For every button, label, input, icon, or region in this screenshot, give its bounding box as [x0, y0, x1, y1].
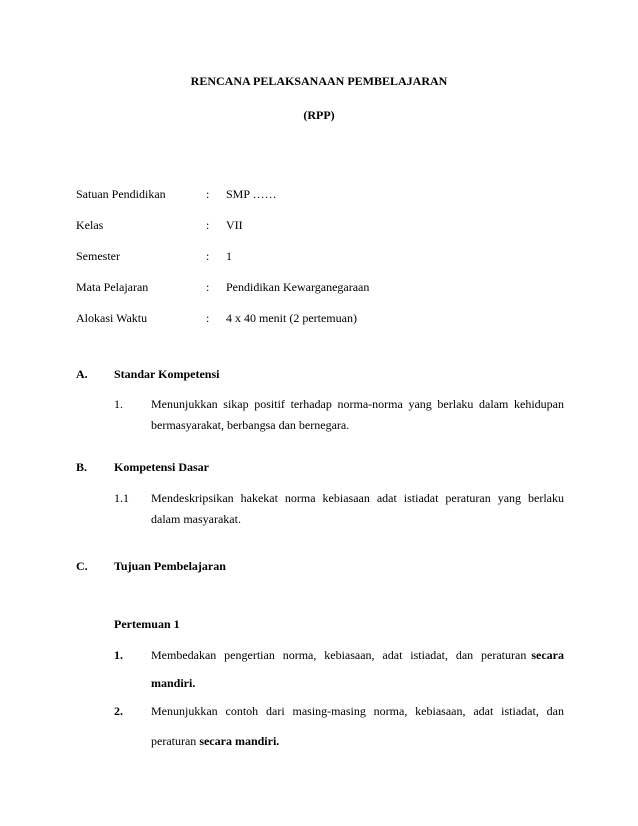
item-text: peraturan — [151, 734, 197, 748]
item-text-line: Mendeskripsikan hakekat norma kebiasaan adat istiadat peraturan yang berlaku — [151, 491, 564, 505]
identity-colon: : — [206, 280, 210, 294]
identity-value: SMP …… — [226, 187, 277, 201]
section-heading: Kompetensi Dasar — [114, 460, 209, 474]
identity-label: Kelas — [76, 218, 104, 232]
identity-value: Pendidikan Kewarganegaraan — [226, 280, 370, 294]
item-text-line: dalam masyarakat. — [151, 512, 241, 526]
identity-label: Satuan Pendidikan — [76, 187, 166, 201]
section-letter: B. — [76, 460, 88, 474]
identity-colon: : — [206, 311, 210, 325]
item-number: 2. — [114, 704, 123, 718]
identity-value: 1 — [226, 249, 232, 263]
item-number: 1. — [114, 648, 123, 662]
section-letter: A. — [76, 367, 88, 381]
item-number: 1.1 — [114, 491, 129, 505]
identity-label: Alokasi Waktu — [76, 311, 148, 325]
item-text-emphasis: mandiri. — [151, 676, 196, 690]
item-text-line — [151, 734, 279, 749]
item-number: 1. — [114, 397, 123, 411]
item-text-line — [151, 648, 564, 663]
section-letter: C. — [76, 559, 88, 573]
identity-label: Mata Pelajaran — [76, 280, 149, 294]
item-text-emphasis: secara mandiri. — [199, 734, 280, 748]
item-text-emphasis: secara — [531, 648, 564, 662]
section-heading: Standar Kompetensi — [114, 367, 220, 381]
item-text: Membedakan pengertian norma, kebiasaan, adat istiadat, dan peraturan — [151, 648, 527, 662]
section-heading: Tujuan Pembelajaran — [114, 559, 226, 573]
document-subtitle: (RPP) — [303, 108, 335, 122]
identity-colon: : — [206, 218, 210, 232]
item-text-line: Menunjukkan contoh dari masing-masing norma, kebiasaan, adat istiadat, dan — [151, 704, 564, 718]
item-text-line: Menunjukkan sikap positif terhadap norma-norma yang berlaku dalam kehidupan — [151, 397, 564, 411]
identity-label: Semester — [76, 249, 120, 263]
identity-colon: : — [206, 187, 210, 201]
identity-value: VII — [226, 218, 243, 232]
item-text-line: bermasyarakat, berbangsa dan bernegara. — [151, 418, 350, 432]
identity-value: 4 x 40 menit (2 pertemuan) — [226, 311, 357, 325]
meeting-heading: Pertemuan 1 — [114, 617, 180, 631]
identity-colon: : — [206, 249, 210, 263]
document-title: RENCANA PELAKSANAAN PEMBELAJARAN — [190, 74, 448, 88]
